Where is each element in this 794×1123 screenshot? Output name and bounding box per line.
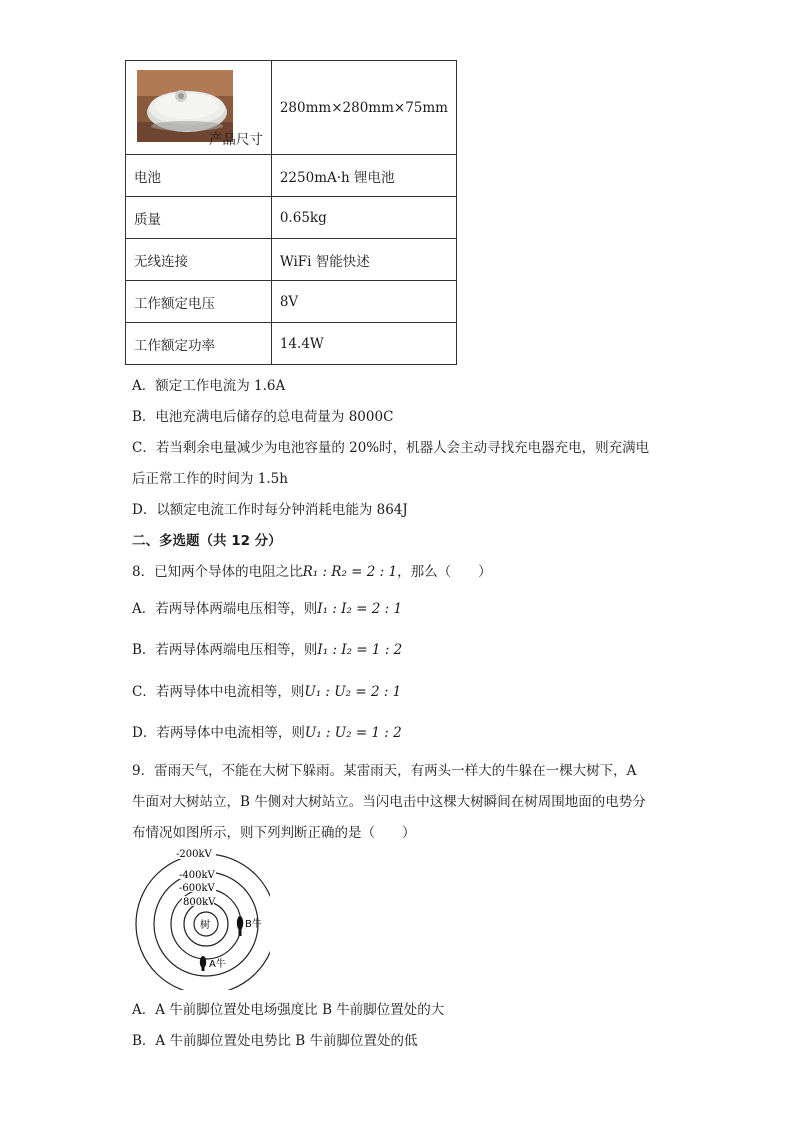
label-200kv: -200kV xyxy=(176,849,212,860)
q8-option-d-formula: U₁ : U₂ = 1 : 2 xyxy=(304,725,402,741)
table-row xyxy=(126,197,457,239)
q8-option-c-text: C．若两导体中电流相等，则 xyxy=(132,684,305,700)
cow-b-icon xyxy=(237,916,243,936)
image-label: 产品尺寸 xyxy=(208,132,263,148)
q7-option-b: B．电池充满电后储存的总电荷量为 8000C xyxy=(132,409,394,425)
q8-option-d xyxy=(132,721,402,741)
table-row xyxy=(126,239,457,281)
q8-stem xyxy=(132,560,492,580)
cow-a-label: A牛 xyxy=(209,959,226,970)
q9-stem-line3: 布情况如图所示，则下列判断正确的是（ ） xyxy=(132,825,416,841)
section-heading: 二、多选题（共 12 分） xyxy=(132,533,282,549)
cow-a-icon xyxy=(200,956,206,971)
table-row xyxy=(126,155,457,197)
product-image-cell xyxy=(126,61,272,155)
q7-option-c-line1: C．若当剩余电量减少为电池容量的 20%时，机器人会主动寻找充电器充电，则充满电 xyxy=(132,440,650,456)
table-cell: 14.4W xyxy=(271,323,456,365)
q7-option-d: D．以额定电流工作时每分钟消耗电能为 864J xyxy=(132,502,408,518)
q8-option-d-text: D．若两导体中电流相等，则 xyxy=(132,725,305,741)
table-cell: 工作额定功率 xyxy=(126,323,272,365)
table-row xyxy=(126,281,457,323)
potential-diagram xyxy=(130,845,270,990)
table-cell: 0.65kg xyxy=(271,197,456,239)
label-600kv: -600kV xyxy=(179,883,215,894)
product-spec-table xyxy=(125,60,457,365)
table-row xyxy=(126,323,457,365)
label-800kv: 800kV xyxy=(183,897,216,908)
q8-stem-text: 8．已知两个导体的电阻之比 xyxy=(132,564,303,580)
label-400kv: -400kV xyxy=(179,870,215,881)
q9-stem-line1: 9．雷雨天气，不能在大树下躲雨。某雷雨天，有两头一样大的牛躲在一棵大树下，A xyxy=(132,763,637,779)
q8-option-b xyxy=(132,638,402,658)
q8-option-a-text: A．若两导体两端电压相等，则 xyxy=(132,601,318,617)
q8-option-a-formula: I₁ : I₂ = 2 : 1 xyxy=(317,601,403,617)
q8-option-a xyxy=(132,597,402,617)
q9-option-a: A．A 牛前脚位置处电场强度比 B 牛前脚位置处的大 xyxy=(132,1002,445,1018)
table-row xyxy=(126,61,457,155)
q7-option-c-line2: 后正常工作的时间为 1.5h xyxy=(132,471,288,487)
q8-option-b-formula: I₁ : I₂ = 1 : 2 xyxy=(317,642,403,658)
q8-stem-formula: R₁ : R₂ = 2 : 1 xyxy=(302,564,398,580)
tree-label: 树 xyxy=(200,920,210,931)
q8-option-c-formula: U₁ : U₂ = 2 : 1 xyxy=(304,684,402,700)
q8-stem-tail: ，那么（ ） xyxy=(397,564,492,580)
table-cell: 电池 xyxy=(126,155,272,197)
q9-stem-line2: 牛面对大树站立，B 牛侧对大树站立。当闪电击中这棵大树瞬间在树周围地面的电势分 xyxy=(132,794,646,810)
table-cell: WiFi 智能快述 xyxy=(271,239,456,281)
table-cell: 无线连接 xyxy=(126,239,272,281)
table-cell: 工作额定电压 xyxy=(126,281,272,323)
table-cell: 280mm×280mm×75mm xyxy=(271,61,456,155)
cow-b-label: B牛 xyxy=(245,919,262,930)
q8-option-c xyxy=(132,680,401,700)
q9-option-b: B．A 牛前脚位置处电势比 B 牛前脚位置处的低 xyxy=(132,1033,418,1049)
q7-option-a: A．额定工作电流为 1.6A xyxy=(132,378,286,394)
table-cell: 8V xyxy=(271,281,456,323)
q8-option-b-text: B．若两导体两端电压相等，则 xyxy=(132,642,318,658)
table-cell: 质量 xyxy=(126,197,272,239)
table-cell: 2250mA·h 锂电池 xyxy=(271,155,456,197)
